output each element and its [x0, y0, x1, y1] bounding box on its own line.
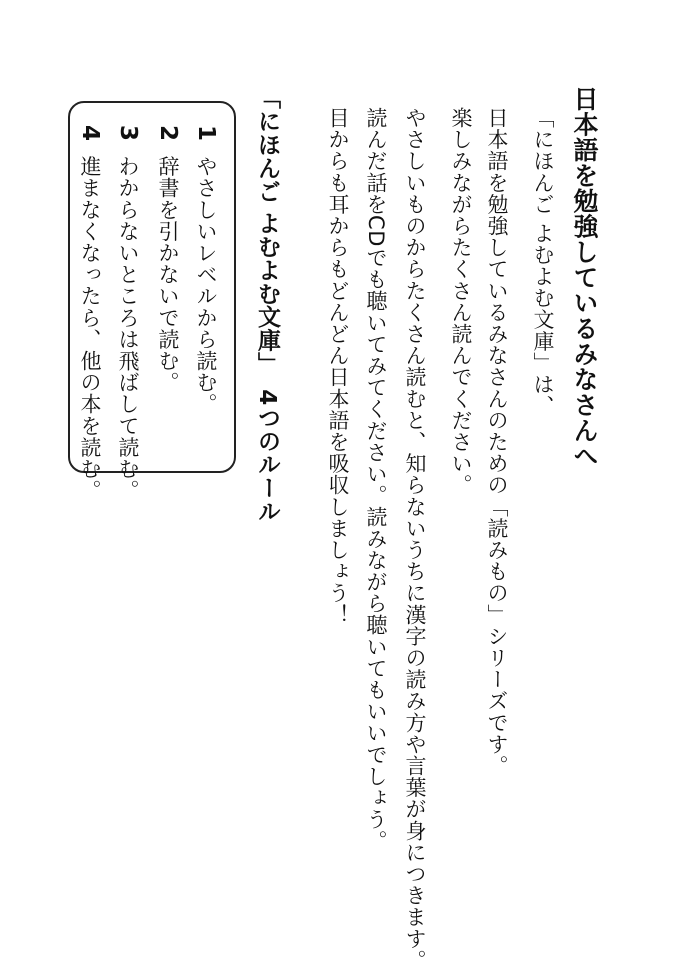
rule-number: 2 [155, 125, 181, 142]
intro-line-3: 楽しみながらたくさん読んでください。 [449, 107, 473, 496]
rule-text: わからないところは飛ばして読む。 [116, 155, 140, 502]
rule-text: やさしいレベルから読む。 [194, 155, 218, 415]
rules-heading [255, 86, 278, 523]
intro-line-5: 読んだ話をCDでも聴いてみてください。読みながら聴いてもいいでしょう。 [364, 107, 388, 852]
rules-heading-subtitle: 4つのルール [254, 389, 280, 523]
rule-text: 進まなくなったら、他の本を読む。 [78, 155, 102, 502]
rule-item [156, 125, 179, 393]
rule-item [116, 125, 139, 501]
rule-number: 4 [77, 125, 103, 142]
intro-line-6: 目からも耳からもどんどん日本語を吸収しましょう！ [326, 107, 350, 626]
rule-text: 辞書を引かないで読む。 [156, 155, 180, 394]
rule-item [78, 125, 101, 501]
rules-heading-title: 「にほんご よむよむ文庫」 [254, 86, 280, 376]
rule-item [194, 125, 217, 415]
rule-number: 1 [193, 125, 219, 142]
intro-line-1: 「にほんご よむよむ文庫」は、 [531, 107, 555, 417]
page-title: 日本語を勉強しているみなさんへ [570, 86, 599, 469]
rules-box [68, 101, 236, 502]
rule-number: 3 [115, 125, 141, 142]
intro-line-2: 日本語を勉強しているみなさんのための「読みもの」シリーズです。 [485, 107, 509, 777]
intro-line-4: やさしいものからたくさん読むと、知らないうちに漢字の読み方や言葉が身につきます。 [403, 107, 427, 971]
